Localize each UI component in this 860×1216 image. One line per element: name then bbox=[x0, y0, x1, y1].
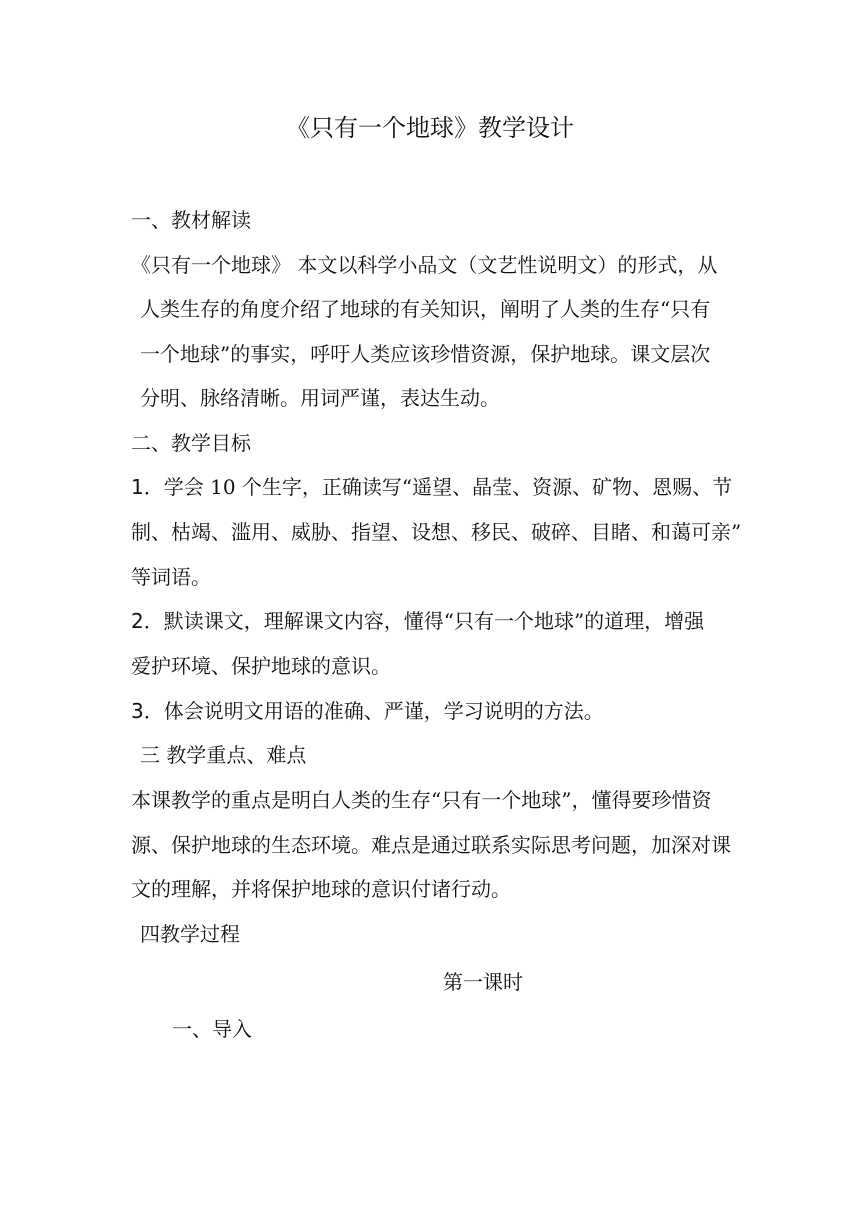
paragraph-line: 一个地球”的事实，呼吁人类应该珍惜资源，保护地球。课文层次 bbox=[140, 342, 711, 366]
paragraph-line: 分明、脉络清晰。用词严谨，表达生动。 bbox=[140, 386, 500, 410]
goal-continuation-line: 等词语。 bbox=[131, 565, 211, 589]
paragraph-line: 人类生存的角度介绍了地球的有关知识，阐明了人类的生存“只有 bbox=[140, 297, 711, 321]
goal-item-1 bbox=[131, 472, 731, 502]
paragraph-line: 《只有一个地球》 本文以科学小品文（文艺性说明文）的形式，从 bbox=[131, 253, 718, 277]
section-heading-textbook-analysis: 一、教材解读 bbox=[131, 208, 251, 232]
paragraph-line: 源、保护地球的生态环境。难点是通过联系实际思考问题，加深对课 bbox=[131, 833, 731, 857]
goal-continuation-line: 爱护环境、保护地球的意识。 bbox=[131, 654, 391, 678]
paragraph-line: 本课教学的重点是明白人类的生存“只有一个地球”，懂得要珍惜资 bbox=[131, 788, 712, 812]
goal-item-2 bbox=[131, 606, 731, 636]
goal-text: 默读课文，理解课文内容，懂得“只有一个地球”的道理，增强 bbox=[163, 609, 705, 633]
section-heading-key-points: 三 教学重点、难点 bbox=[140, 743, 307, 767]
lesson-title: 第一课时 bbox=[443, 970, 523, 994]
section-heading-teaching-process: 四教学过程 bbox=[140, 922, 240, 946]
goal-text: 体会说明文用语的准确、严谨，学习说明的方法。 bbox=[163, 699, 604, 723]
goal-text: 学会 10 个生字，正确读写“遥望、晶莹、资源、矿物、恩赐、节 bbox=[163, 475, 733, 499]
sub-heading-introduction: 一、导入 bbox=[172, 1017, 252, 1041]
goal-number: 3． bbox=[131, 699, 164, 723]
goal-continuation-line: 制、枯竭、滥用、威胁、指望、设想、移民、破碎、目睹、和蔼可亲” bbox=[131, 520, 742, 544]
paragraph-line: 文的理解，并将保护地球的意识付诸行动。 bbox=[131, 877, 511, 901]
goal-number: 2． bbox=[131, 609, 164, 633]
section-heading-teaching-goals: 二、教学目标 bbox=[131, 431, 251, 455]
document-title: 《只有一个地球》教学设计 bbox=[286, 114, 574, 142]
goal-item-3 bbox=[131, 696, 731, 726]
goal-number: 1． bbox=[131, 475, 164, 499]
